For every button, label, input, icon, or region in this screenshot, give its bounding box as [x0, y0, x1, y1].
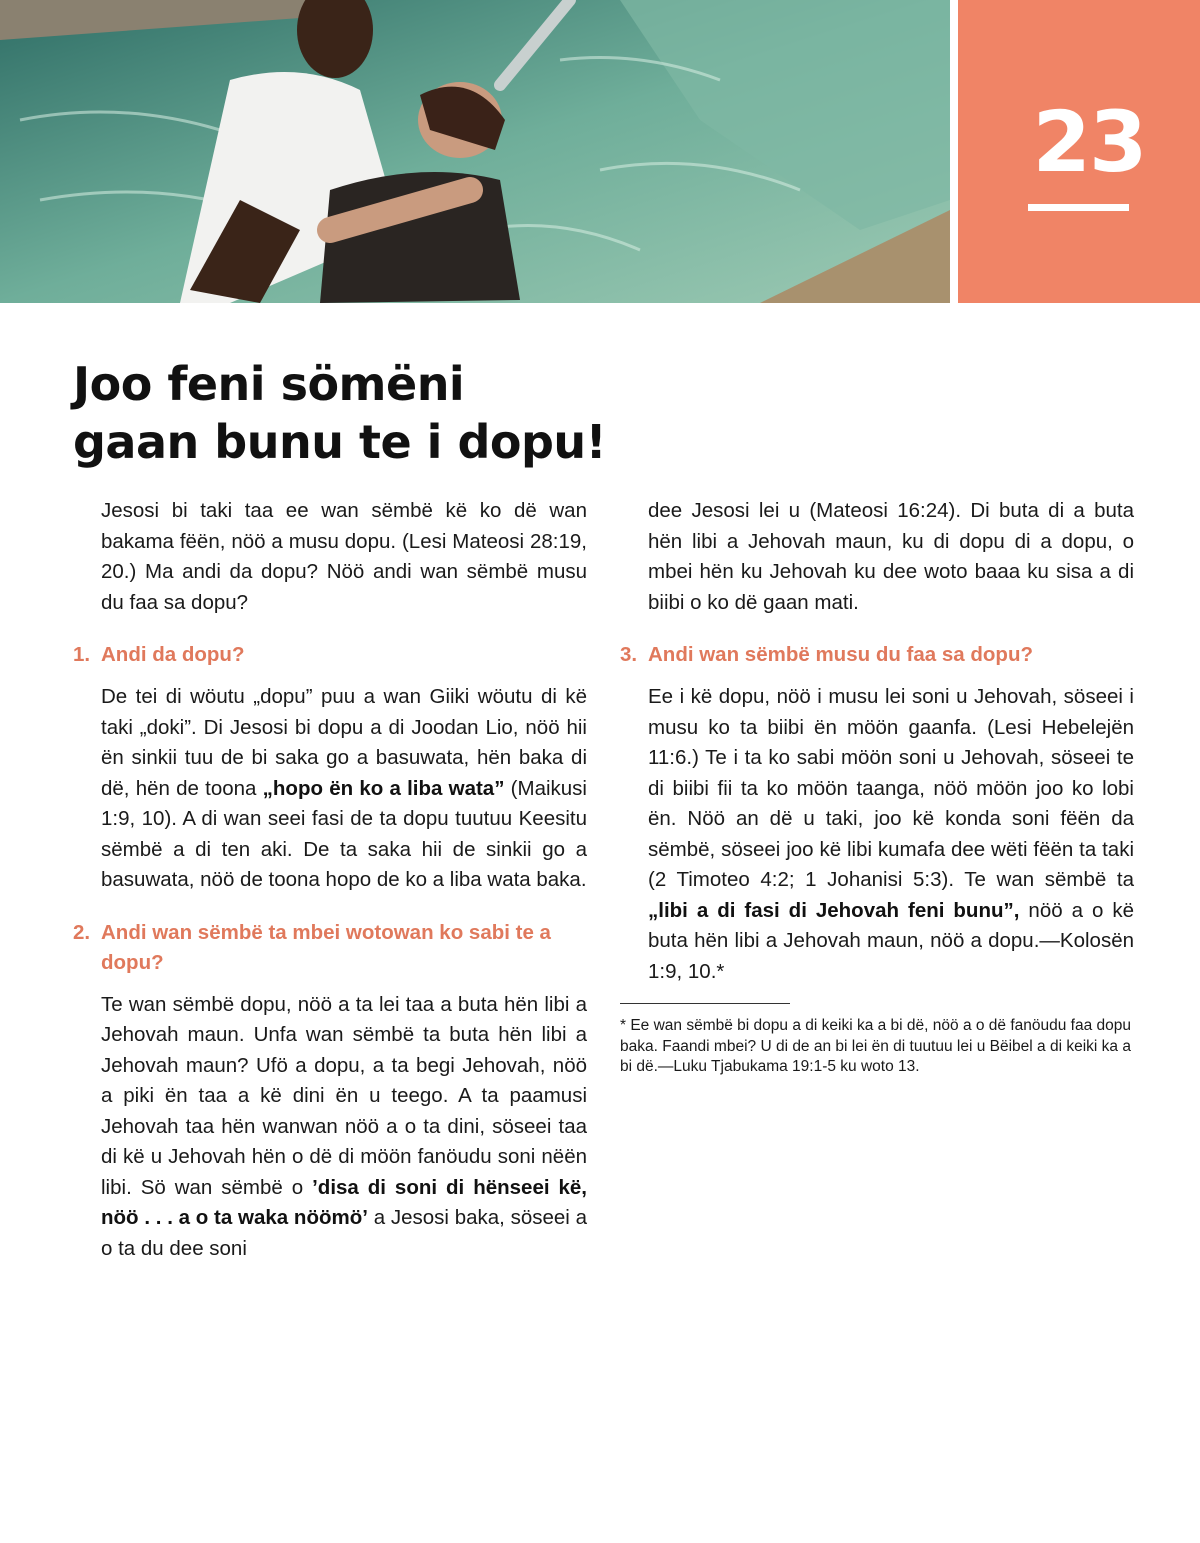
answer-3-text-a: Ee i kë dopu, nöö i musu lei soni u Jehovah, söseei i musu ko ta biibi ën möön gaanfa. (Lesi Hebelejën 11:6.) Te i ta ko sabi möön soni u Jehovah, söseei te di biibi fii ta ko möön taanga, nöö möön joo ko lobi ën. Nöö an dë u taki, joo kë konda soni fëën da sëmbë, söseei joo kë libi kumafa dee wëti fëën ta taki (2 Timoteo 4:2; 1 Johanisi 5:3). Te wan sëmbë ta [648, 685, 1134, 891]
answer-2-text-a: Te wan sëmbë dopu, nöö a ta lei taa a buta hën libi a Jehovah maun. Unfa wan sëmbë ta buta hën libi a Jehovah maun? Ufö a dopu, a ta begi Jehovah, nöö a piki ën taa a kë dini ën u teego. A ta paamusi Jehovah taa hën wanwan nöö a o ta dini, söseei taa di kë u Jehovah hën o dë di möön fanöudu soni nëën libi. Sö wan sëmbë o [101, 992, 587, 1199]
question-1-label: Andi da dopu? [101, 643, 245, 666]
answer-2-emphasis: ’disa di soni di hënseei kë, nöö . . . a o ta waka nöömö’ [101, 1175, 587, 1229]
question-2-heading [73, 918, 587, 978]
left-column [73, 496, 587, 1286]
question-2-answer-continued: dee Jesosi lei u (Mateosi 16:24). Di buta di a buta hën libi a Jehovah maun, ku di dopu di a dopu, o mbei hën ku Jehovah ku dee woto baaa ku sisa a di biibi o ko dë gaan mati. [648, 499, 1134, 614]
answer-2-text-b: a Jesosi baka, söseei a o ta du dee soni [101, 1206, 588, 1260]
title-line-2: gaan bunu te i dopu! [73, 415, 607, 469]
answer-1-emphasis: „hopo ën ko a liba wata” [262, 776, 505, 800]
answer-1-text-a: De tei di wöutu „dopu” puu a wan Giiki wöutu di kë taki „doki”. Di Jesosi bi dopu a di Joodan Lio, nöö hii ën sinkii tuu de bi saka go a basuwata, hën baka di dë, hën de toona [101, 685, 587, 800]
answer-3-emphasis: „libi a di fasi di Jehovah feni bunu”, [648, 898, 1020, 922]
chapter-number: 23 [1032, 93, 1146, 191]
question-1-heading [73, 640, 587, 670]
footnote: * Ee wan sëmbë bi dopu a di keiki ka a bi dë, nöö a o dë fanöudu faa dopu baka. Faandi mbei? U di de an bi lei ën di tuutuu lei u Bëibel a di keiki ka a bi dë.—Luku Tjabukama 19:1-5 ku woto 13. [620, 1017, 1132, 1075]
page-title [73, 355, 773, 471]
question-2-label: Andi wan sëmbë ta mbei wotowan ko sabi te a dopu? [101, 920, 551, 974]
baptism-photo [0, 0, 950, 303]
question-3-number: 3. [620, 643, 638, 666]
question-1-answer [73, 682, 587, 896]
answer-1-text-b: (Maikusi 1:9, 10). A di wan seei fasi de ta dopu tuutuu Keesitu sëmbë a di ten aki. De ta saka hii de sinkii go a basuwata, nöö de toona hopo de ko a liba wata baka. [101, 776, 587, 891]
question-2-number: 2. [73, 920, 91, 944]
question-2-answer [73, 990, 587, 1265]
chapter-box [958, 0, 1200, 303]
chapter-underline [1028, 204, 1129, 211]
question-1-number: 1. [73, 643, 91, 666]
intro-paragraph: Jesosi bi taki taa ee wan sëmbë kë ko dë wan bakama fëën, nöö a musu dopu. (Lesi Mateosi 28:19, 20.) Ma andi da dopu? Nöö andi wan sëmbë musu du faa sa dopu? [101, 499, 587, 614]
footnote-divider [620, 1003, 790, 1004]
question-3-heading [620, 640, 1134, 670]
answer-3-text-b: nöö a o kë buta hën libi a Jehovah maun, nöö a dopu.—Kolosën 1:9, 10.* [648, 898, 1134, 983]
question-3-label: Andi wan sëmbë musu du faa sa dopu? [648, 643, 1033, 666]
title-line-1: Joo feni sömëni [73, 357, 465, 411]
question-3-answer [620, 682, 1134, 987]
right-column [620, 496, 1134, 1078]
